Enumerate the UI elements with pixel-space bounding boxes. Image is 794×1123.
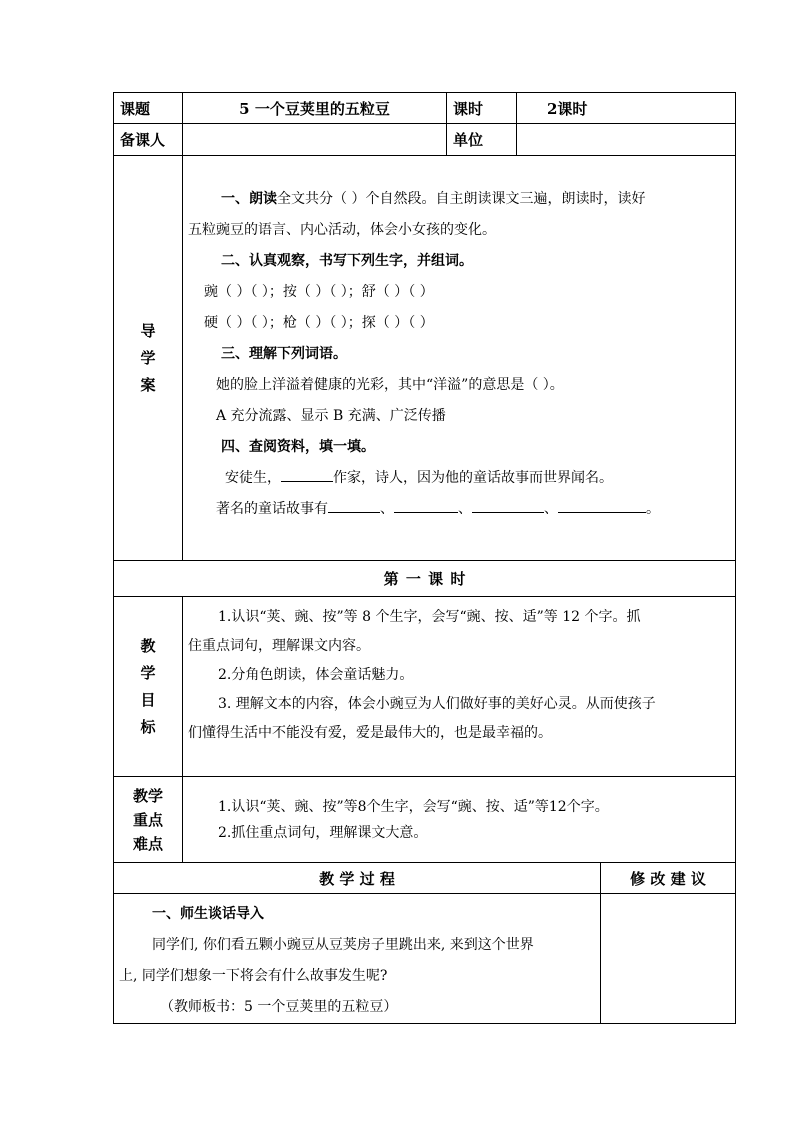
key-points-content	[183, 777, 736, 863]
process-section-1-para-cont: 上, 同学们想象一下将会有什么故事发生呢?	[119, 968, 388, 984]
suggest-content	[601, 894, 736, 1024]
preparer-row	[114, 124, 736, 156]
process-content	[114, 894, 601, 1024]
lesson-plan	[113, 92, 735, 1024]
key-points-row	[114, 777, 736, 863]
guide-section-4-heading: 四、查阅资料，填一填。	[221, 439, 375, 455]
objectives-content	[183, 597, 736, 777]
guide-section-2-heading: 二、认真观察，书写下列生字，并组词。	[221, 253, 473, 269]
process-section-1-note: （教师板书：5 一个豆荚里的五粒豆）	[160, 999, 398, 1015]
objectives-label: 教 学 目 标	[114, 597, 183, 777]
process-section-1-heading: 一、师生谈话导入	[152, 906, 264, 922]
guide-char-row-1: 豌（ ）（ ）；按（ ）（ ）；舒（ ）（ ）	[204, 284, 434, 300]
first-lesson-heading: 第 一 课 时	[114, 561, 736, 597]
key-point-2: 2.抓住重点词句，理解课文大意。	[218, 824, 428, 841]
process-section-1-para: 同学们, 你们看五颗小豌豆从豆荚房子里跳出来, 来到这个世界	[152, 937, 534, 953]
key-point-1: 1.认识“荚、豌、按”等8个生字，会写“豌、按、适”等12个字。	[218, 798, 609, 815]
title-label: 课题	[114, 93, 183, 124]
guide-content	[183, 156, 736, 561]
process-heading-row	[114, 863, 736, 894]
preparer-label: 备课人	[114, 124, 183, 156]
guide-section-3-options: A 充分流露、显示 B 充满、广泛传播	[216, 408, 446, 424]
guide-section-3-question: 她的脸上洋溢着健康的光彩，其中“洋溢”的意思是（ ）。	[216, 377, 564, 393]
hours-label: 课时	[447, 93, 517, 124]
process-heading: 教 学 过 程	[114, 863, 601, 894]
guide-section-1: 一、朗读全文共分（ ）个自然段。自主朗读课文三遍，朗读时，读好	[221, 191, 646, 207]
hours-value: 2课时	[517, 93, 736, 124]
guide-section-1-cont: 五粒豌豆的语言、内心活动，体会小女孩的变化。	[188, 222, 496, 238]
objective-2: 2.分角色朗读，体会童话魅力。	[218, 667, 414, 683]
preparer-value	[183, 124, 447, 156]
suggest-heading: 修 改 建 议	[601, 863, 736, 894]
objective-1-cont: 住重点词句，理解课文内容。	[188, 638, 370, 654]
fill-blank	[394, 496, 458, 513]
objective-3: 3. 理解文本的内容，体会小豌豆为人们做好事的美好心灵。从而使孩子	[218, 696, 656, 712]
process-content-row	[114, 894, 736, 1024]
unit-value	[517, 124, 736, 156]
guide-section-3-heading: 三、理解下列词语。	[221, 346, 347, 362]
fill-blank	[558, 496, 646, 513]
objective-3-cont: 们懂得生活中不能没有爱，爱是最伟大的，也是最幸福的。	[188, 725, 552, 741]
guide-row	[114, 156, 736, 561]
guide-char-row-2: 硬（ ）（ ）；枪（ ）（ ）；探（ ）（ ）	[204, 315, 434, 331]
first-lesson-row	[114, 561, 736, 597]
key-points-label: 教学 重点 难点	[114, 777, 183, 863]
unit-label: 单位	[447, 124, 517, 156]
fill-blank	[472, 496, 544, 513]
objectives-row	[114, 597, 736, 777]
guide-label: 导 学 案	[114, 156, 183, 561]
objective-1: 1.认识“荚、豌、按”等 8 个生字，会写“豌、按、适”等 12 个字。抓	[218, 609, 641, 625]
lesson-plan-table	[113, 92, 736, 1024]
guide-section-4-line-1: 安徒生， 作家，诗人，因为他的童话故事而世界闻名。	[183, 463, 735, 494]
title-row	[114, 93, 736, 124]
fill-blank	[328, 496, 380, 513]
guide-section-4-line-2: 著名的童话故事有 、 、 、 。	[183, 494, 735, 525]
title-value: 5 一个豆荚里的五粒豆	[183, 93, 447, 124]
fill-blank	[281, 465, 333, 482]
